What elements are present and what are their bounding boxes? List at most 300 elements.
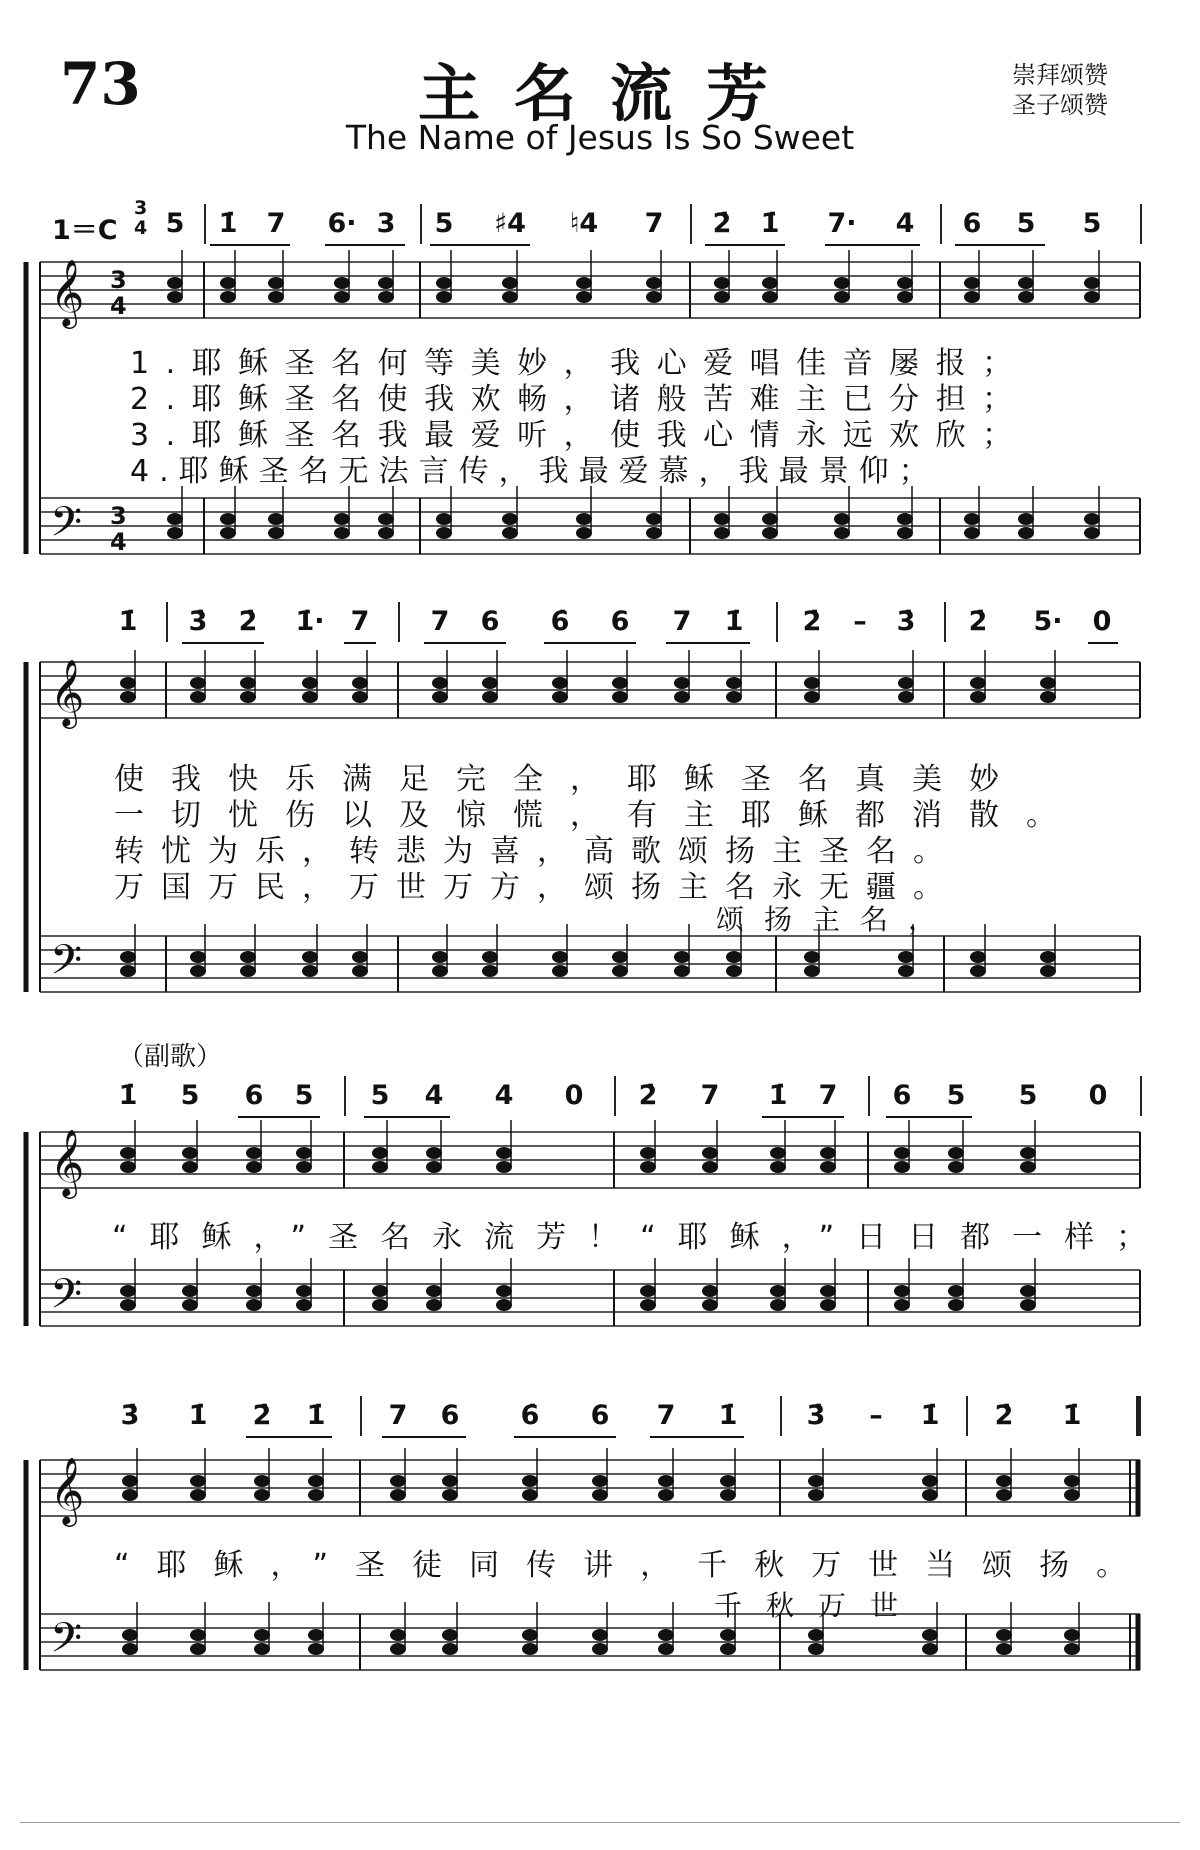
note-head <box>190 965 206 977</box>
note-head <box>820 1299 836 1311</box>
jianpu-note: 5· <box>1033 606 1063 637</box>
jianpu-note: 6 <box>244 1080 264 1111</box>
note-head <box>442 1629 458 1641</box>
note-head <box>820 1285 836 1297</box>
lyric-verse-3-line-2: 转忧为乐，转悲为喜，高歌颂扬主圣名。 <box>114 834 960 869</box>
jianpu-note: 6 <box>480 606 500 637</box>
jianpu-note: 3̇ <box>806 1400 826 1431</box>
treble-clef-icon: 𝄞 <box>50 258 85 326</box>
svg-text:4: 4 <box>110 528 127 556</box>
note-head <box>378 527 394 539</box>
note-head <box>120 951 136 963</box>
treble-clef-icon: 𝄞 <box>50 1128 85 1196</box>
note-head <box>646 527 662 539</box>
note-head <box>1040 691 1056 703</box>
note-head <box>482 965 498 977</box>
jianpu-note: 7 <box>388 1400 408 1431</box>
jianpu-note: 1̇ <box>718 1400 738 1431</box>
jianpu-note: 7 <box>700 1080 720 1111</box>
jianpu-note: 7 <box>818 1080 838 1111</box>
note-head <box>898 965 914 977</box>
note-head <box>426 1285 442 1297</box>
note-head <box>576 291 592 303</box>
note-head <box>390 1629 406 1641</box>
note-head <box>436 513 452 525</box>
jianpu-note: 2̇ <box>252 1400 272 1431</box>
note-head <box>964 513 980 525</box>
note-head <box>268 527 284 539</box>
lyric-verse-4-line-2: 万国万民，万世万方，颂扬主名永无疆。 <box>114 870 960 905</box>
note-head <box>246 1161 262 1173</box>
note-head <box>674 951 690 963</box>
note-head <box>640 1299 656 1311</box>
note-head <box>770 1285 786 1297</box>
note-head <box>808 1489 824 1501</box>
note-head <box>762 527 778 539</box>
note-head <box>122 1643 138 1655</box>
note-head <box>714 513 730 525</box>
note-head <box>1020 1147 1036 1159</box>
note-head <box>120 1285 136 1297</box>
note-head <box>334 277 350 289</box>
note-head <box>182 1299 198 1311</box>
note-head <box>426 1147 442 1159</box>
jianpu-note: 1̇ <box>218 208 238 239</box>
note-head <box>762 291 778 303</box>
lyric-verse-1-line-1: 1.耶稣圣名何等美妙，我心爱唱佳音屡报； <box>130 346 1029 381</box>
note-head <box>702 1161 718 1173</box>
note-head <box>1064 1489 1080 1501</box>
note-head <box>378 291 394 303</box>
note-head <box>808 1629 824 1641</box>
note-head <box>1064 1643 1080 1655</box>
note-head <box>640 1161 656 1173</box>
note-head <box>720 1643 736 1655</box>
note-head <box>640 1285 656 1297</box>
note-head <box>970 691 986 703</box>
note-head <box>390 1489 406 1501</box>
category-line-2: 圣子颂赞 <box>1012 91 1108 119</box>
treble-clef-icon: 𝄞 <box>50 1456 85 1524</box>
note-head <box>167 277 183 289</box>
note-head <box>658 1489 674 1501</box>
note-head <box>808 1643 824 1655</box>
note-head <box>970 951 986 963</box>
note-head <box>970 965 986 977</box>
note-head <box>352 965 368 977</box>
note-head <box>190 691 206 703</box>
note-head <box>1064 1629 1080 1641</box>
note-head <box>120 1299 136 1311</box>
note-head <box>296 1161 312 1173</box>
note-head <box>820 1147 836 1159</box>
jianpu-note: 1̇ <box>1062 1400 1082 1431</box>
lyric-chorus-line-1: “耶稣，”圣名永流芳！“耶稣，”日日都一样； <box>112 1220 1169 1255</box>
jianpu-note: 2̇ <box>802 606 822 637</box>
jianpu-note: 7 <box>672 606 692 637</box>
note-head <box>296 1285 312 1297</box>
jianpu-note: 4 <box>424 1080 444 1111</box>
lyric-verse-2-line-2: 一切忧伤以及惊慌，有主耶稣都消散。 <box>114 798 1083 833</box>
note-head <box>726 951 742 963</box>
note-head <box>646 277 662 289</box>
note-head <box>658 1629 674 1641</box>
jianpu-note: 1̇ <box>118 606 138 637</box>
lyric-verse-3-line-1: 3.耶稣圣名我最爱听，使我心情永远欢欣； <box>130 418 1029 453</box>
note-head <box>770 1161 786 1173</box>
jianpu-note: – <box>869 1400 883 1431</box>
note-head <box>922 1489 938 1501</box>
note-head <box>1040 677 1056 689</box>
note-head <box>378 513 394 525</box>
note-head <box>898 691 914 703</box>
note-head <box>436 277 452 289</box>
note-head <box>1084 513 1100 525</box>
jianpu-note: 5 <box>1018 1080 1038 1111</box>
lyric-chorus-line-2: “耶稣，”圣徒同传讲，千秋万世当颂扬。 <box>114 1548 1154 1583</box>
note-head <box>808 1475 824 1487</box>
jianpu-note: 3 <box>376 208 396 239</box>
jianpu-note: 7· <box>827 208 857 239</box>
lyric-verse-2-line-1: 2.耶稣圣名使我欢畅，诸般苦难主已分担； <box>130 382 1029 417</box>
jianpu-note: 3̇ <box>120 1400 140 1431</box>
note-head <box>432 965 448 977</box>
note-head <box>496 1299 512 1311</box>
note-head <box>1020 1285 1036 1297</box>
note-head <box>1018 277 1034 289</box>
jianpu-note: 1̇ <box>724 606 744 637</box>
note-head <box>308 1475 324 1487</box>
note-head <box>254 1475 270 1487</box>
jianpu-note: ♯4 <box>494 208 526 239</box>
note-head <box>834 513 850 525</box>
note-head <box>352 677 368 689</box>
chorus-label: （副歌） <box>118 1042 223 1072</box>
note-head <box>352 951 368 963</box>
note-head <box>720 1475 736 1487</box>
jianpu-note: 5 <box>294 1080 314 1111</box>
note-head <box>576 277 592 289</box>
note-head <box>522 1489 538 1501</box>
note-head <box>674 677 690 689</box>
note-head <box>120 1147 136 1159</box>
note-head <box>220 277 236 289</box>
note-head <box>612 691 628 703</box>
note-head <box>240 677 256 689</box>
note-head <box>948 1161 964 1173</box>
jianpu-note: – <box>853 606 867 637</box>
jianpu-note: 0 <box>1088 1080 1108 1111</box>
hymn-title-chinese: 主名流芳 <box>417 57 802 130</box>
note-head <box>120 965 136 977</box>
note-head <box>334 291 350 303</box>
bass-clef-icon: 𝄢 <box>50 1270 83 1328</box>
lyric-echo-line-4: 千秋万世 <box>714 1589 923 1622</box>
note-head <box>502 513 518 525</box>
note-head <box>426 1161 442 1173</box>
note-head <box>220 513 236 525</box>
jianpu-note: 1̇ <box>118 1080 138 1111</box>
note-head <box>302 677 318 689</box>
note-head <box>964 277 980 289</box>
note-head <box>432 677 448 689</box>
note-head <box>190 1489 206 1501</box>
svg-text:3: 3 <box>110 502 127 530</box>
note-head <box>254 1629 270 1641</box>
note-head <box>254 1489 270 1501</box>
note-head <box>436 291 452 303</box>
note-head <box>308 1629 324 1641</box>
note-head <box>834 527 850 539</box>
note-head <box>296 1147 312 1159</box>
note-head <box>576 527 592 539</box>
note-head <box>996 1643 1012 1655</box>
note-head <box>894 1147 910 1159</box>
treble-clef-icon: 𝄞 <box>50 658 85 726</box>
jianpu-note: 1̇ <box>760 208 780 239</box>
hymn-title-english: The Name of Jesus Is So Sweet <box>345 118 855 157</box>
note-head <box>770 1299 786 1311</box>
note-head <box>1020 1161 1036 1173</box>
note-head <box>182 1147 198 1159</box>
note-head <box>296 1299 312 1311</box>
note-head <box>834 277 850 289</box>
note-head <box>1040 951 1056 963</box>
jianpu-note: 4 <box>895 208 915 239</box>
jianpu-note: 7 <box>266 208 286 239</box>
note-head <box>372 1299 388 1311</box>
note-head <box>804 965 820 977</box>
jianpu-note: 2̇ <box>994 1400 1014 1431</box>
jianpu-note: 7 <box>350 606 370 637</box>
note-head <box>964 291 980 303</box>
note-head <box>442 1489 458 1501</box>
lyric-verse-1-line-2: 使我快乐满足完全，耶稣圣名真美妙 <box>114 762 1026 797</box>
note-head <box>496 1147 512 1159</box>
note-head <box>190 1629 206 1641</box>
note-head <box>190 1475 206 1487</box>
note-head <box>726 677 742 689</box>
note-head <box>770 1147 786 1159</box>
note-head <box>522 1629 538 1641</box>
note-head <box>820 1161 836 1173</box>
bass-clef-icon: 𝄢 <box>50 1614 83 1672</box>
note-head <box>378 277 394 289</box>
note-head <box>674 691 690 703</box>
jianpu-note: 6 <box>892 1080 912 1111</box>
note-head <box>948 1285 964 1297</box>
note-head <box>1084 291 1100 303</box>
note-head <box>334 513 350 525</box>
note-head <box>996 1475 1012 1487</box>
jianpu-note: 6 <box>590 1400 610 1431</box>
lyric-echo-line-2: 颂扬主名， <box>716 903 957 936</box>
note-head <box>646 513 662 525</box>
note-head <box>834 291 850 303</box>
note-head <box>720 1629 736 1641</box>
jianpu-note: 7 <box>430 606 450 637</box>
note-head <box>897 291 913 303</box>
note-head <box>352 691 368 703</box>
note-head <box>502 291 518 303</box>
note-head <box>302 951 318 963</box>
jianpu-note: 6̇ <box>550 606 570 637</box>
jianpu-note: 5 <box>1016 208 1036 239</box>
note-head <box>726 965 742 977</box>
note-head <box>268 513 284 525</box>
note-head <box>576 513 592 525</box>
jianpu-note: 6· <box>327 208 357 239</box>
note-head <box>720 1489 736 1501</box>
note-head <box>302 691 318 703</box>
note-head <box>436 527 452 539</box>
note-head <box>804 677 820 689</box>
note-head <box>190 1643 206 1655</box>
note-head <box>120 677 136 689</box>
hymn-number: 73 <box>60 50 141 118</box>
jianpu-note: 6 <box>962 208 982 239</box>
jianpu-note: 3̇ <box>188 606 208 637</box>
note-head <box>432 951 448 963</box>
note-head <box>482 677 498 689</box>
note-head <box>1084 527 1100 539</box>
note-head <box>240 965 256 977</box>
jianpu-note: 3̇ <box>896 606 916 637</box>
note-head <box>964 527 980 539</box>
note-head <box>948 1147 964 1159</box>
note-head <box>897 277 913 289</box>
note-head <box>640 1147 656 1159</box>
jianpu-note: 6̇ <box>520 1400 540 1431</box>
note-head <box>1018 527 1034 539</box>
note-head <box>714 527 730 539</box>
bass-clef-icon: 𝄢 <box>50 936 83 994</box>
note-head <box>1084 277 1100 289</box>
jianpu-note: 6 <box>440 1400 460 1431</box>
note-head <box>612 677 628 689</box>
jianpu-note: 6 <box>610 606 630 637</box>
note-head <box>658 1643 674 1655</box>
note-head <box>240 951 256 963</box>
note-head <box>762 513 778 525</box>
note-head <box>702 1147 718 1159</box>
bass-clef-icon: 𝄢 <box>50 498 83 556</box>
note-head <box>167 291 183 303</box>
note-head <box>268 277 284 289</box>
note-head <box>726 691 742 703</box>
note-head <box>246 1299 262 1311</box>
note-head <box>894 1285 910 1297</box>
note-head <box>240 691 256 703</box>
lyric-verse-4-line-1: 4.耶稣圣名无法言传，我最爱慕，我最景仰； <box>130 454 939 489</box>
note-head <box>496 1161 512 1173</box>
ts-bottom: 4 <box>134 217 148 239</box>
note-head <box>897 527 913 539</box>
note-head <box>898 677 914 689</box>
note-head <box>1064 1475 1080 1487</box>
jianpu-note: 7 <box>656 1400 676 1431</box>
note-head <box>996 1489 1012 1501</box>
note-head <box>702 1299 718 1311</box>
note-head <box>897 513 913 525</box>
note-head <box>762 277 778 289</box>
key-signature: 1＝C <box>52 215 118 246</box>
note-head <box>496 1285 512 1297</box>
note-head <box>442 1475 458 1487</box>
note-head <box>268 291 284 303</box>
jianpu-note: 0 <box>564 1080 584 1111</box>
note-head <box>120 1161 136 1173</box>
note-head <box>220 291 236 303</box>
note-head <box>658 1475 674 1487</box>
jianpu-note: 1̇ <box>188 1400 208 1431</box>
note-head <box>432 691 448 703</box>
note-head <box>922 1629 938 1641</box>
note-head <box>898 951 914 963</box>
note-head <box>246 1285 262 1297</box>
note-head <box>552 691 568 703</box>
note-head <box>552 677 568 689</box>
note-head <box>308 1489 324 1501</box>
note-head <box>894 1299 910 1311</box>
jianpu-note: 5 <box>434 208 454 239</box>
jianpu-note: 1̇· <box>295 606 325 637</box>
note-head <box>167 513 183 525</box>
note-head <box>592 1643 608 1655</box>
note-head <box>426 1299 442 1311</box>
note-head <box>167 527 183 539</box>
page-bottom-rule <box>20 1822 1180 1823</box>
note-head <box>390 1643 406 1655</box>
note-head <box>220 527 236 539</box>
note-head <box>612 951 628 963</box>
note-head <box>122 1489 138 1501</box>
note-head <box>308 1643 324 1655</box>
note-head <box>122 1475 138 1487</box>
note-head <box>254 1643 270 1655</box>
note-head <box>1040 965 1056 977</box>
note-head <box>502 527 518 539</box>
note-head <box>922 1475 938 1487</box>
jianpu-note: 7 <box>644 208 664 239</box>
svg-text:4: 4 <box>110 292 127 320</box>
jianpu-note: 5 <box>370 1080 390 1111</box>
svg-text:3: 3 <box>110 266 127 294</box>
jianpu-note: 0 <box>1092 606 1112 637</box>
note-head <box>894 1161 910 1173</box>
note-head <box>302 965 318 977</box>
jianpu-note: 2̇ <box>638 1080 658 1111</box>
ts-top: 3 <box>134 197 148 219</box>
note-head <box>122 1629 138 1641</box>
note-head <box>714 291 730 303</box>
note-head <box>246 1147 262 1159</box>
category-line-1: 崇拜颂赞 <box>1012 61 1108 89</box>
note-head <box>482 691 498 703</box>
jianpu-note: 2̇ <box>712 208 732 239</box>
note-head <box>522 1475 538 1487</box>
note-head <box>714 277 730 289</box>
note-head <box>804 951 820 963</box>
note-head <box>482 951 498 963</box>
jianpu-note: 5 <box>165 208 185 239</box>
jianpu-note: 4 <box>494 1080 514 1111</box>
note-head <box>592 1475 608 1487</box>
jianpu-note: ♮4 <box>569 208 599 239</box>
note-head <box>372 1285 388 1297</box>
note-head <box>372 1161 388 1173</box>
note-head <box>646 291 662 303</box>
